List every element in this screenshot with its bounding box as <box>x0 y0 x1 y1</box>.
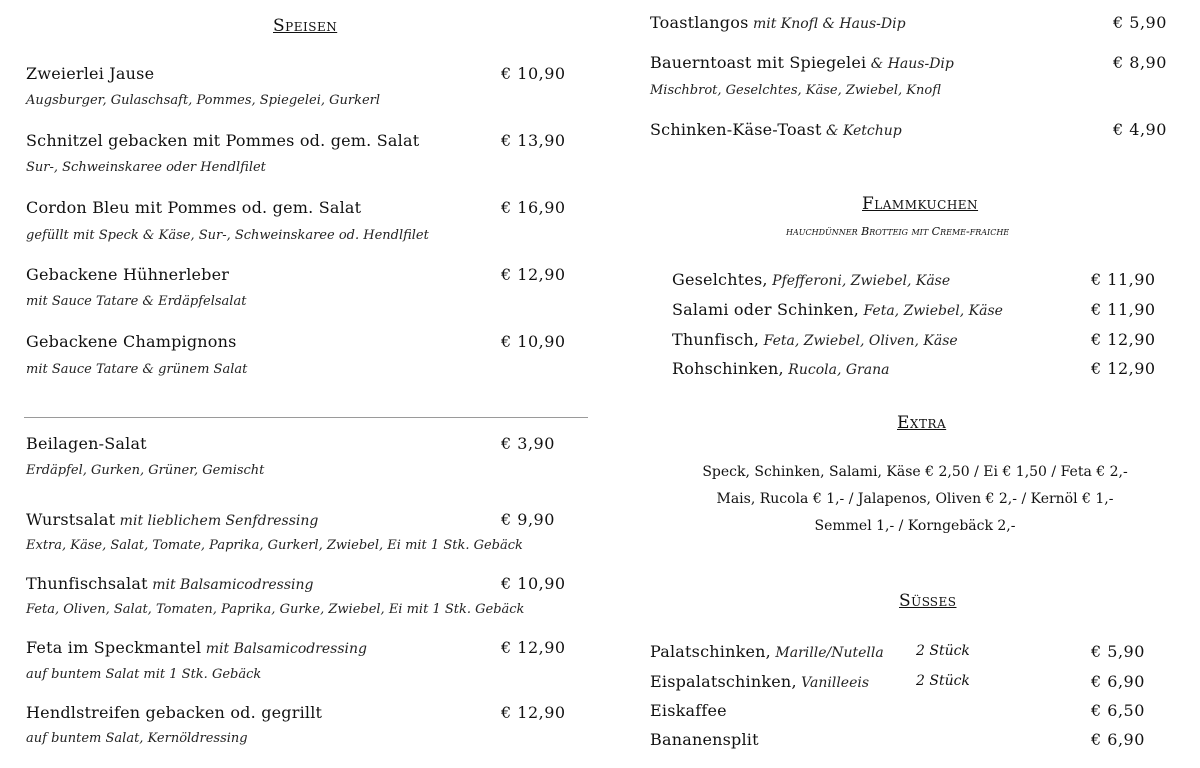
menu-item-price: € 12,90 <box>1091 330 1156 349</box>
menu-item-title: Feta im Speckmantel <box>26 638 202 657</box>
menu-item-name <box>26 434 147 453</box>
menu-item-name <box>26 703 322 722</box>
menu-item-name: Schnitzel gebacken mit Pommes od. gem. Salat <box>26 131 420 150</box>
menu-item-name <box>650 53 954 72</box>
menu-item-name: Zweierlei Jause <box>26 64 155 83</box>
menu-item-name <box>26 574 313 593</box>
menu-item-title: Eiskaffee <box>650 701 727 720</box>
menu-item-name <box>650 701 727 720</box>
menu-item-price: € 11,90 <box>1091 300 1156 319</box>
menu-item-title: Rohschinken, <box>672 359 784 378</box>
menu-item-desc: auf buntem Salat, Kernöldressing <box>26 731 248 746</box>
menu-item-qty: 2 Stück <box>916 673 970 689</box>
menu-item-name: Gebackene Champignons <box>26 332 237 351</box>
section-divider <box>24 417 588 418</box>
menu-item-name <box>650 120 902 139</box>
menu-item-extra: Marille/Nutella <box>770 645 884 661</box>
menu-item-desc: Sur-, Schweinskaree oder Hendlfilet <box>26 160 266 175</box>
menu-item-price: € 5,90 <box>1113 13 1167 32</box>
menu-item-desc: auf buntem Salat mit 1 Stk. Gebäck <box>26 667 262 682</box>
menu-item-title: Bauerntoast mit Spiegelei <box>650 53 867 72</box>
menu-item-extra: mit Balsamicodressing <box>147 577 314 593</box>
menu-item-title: Schinken-Käse-Toast <box>650 120 822 139</box>
menu-item-extra: mit Balsamicodressing <box>201 641 368 657</box>
menu-item-title: Thunfischsalat <box>26 574 148 593</box>
menu-item-price: € 6,90 <box>1091 672 1145 691</box>
menu-item-title: Eispalatschinken, <box>650 672 797 691</box>
speisen-heading: Speisen <box>273 16 338 36</box>
menu-item-price: € 12,90 <box>501 265 566 284</box>
menu-item-desc: Feta, Oliven, Salat, Tomaten, Paprika, Gurke, Zwiebel, Ei mit 1 Stk. Gebäck <box>26 602 525 617</box>
menu-item-desc: mit Sauce Tatare & grünem Salat <box>26 362 248 377</box>
menu-item-price: € 6,50 <box>1091 701 1145 720</box>
menu-item-desc: Mischbrot, Geselchtes, Käse, Zwiebel, Knofl <box>650 83 941 98</box>
menu-item-price: € 10,90 <box>501 332 566 351</box>
menu-item-title: Palatschinken, <box>650 642 771 661</box>
menu-item-price: € 8,90 <box>1113 53 1167 72</box>
menu-item-extra: Feta, Zwiebel, Oliven, Käse <box>759 333 958 349</box>
menu-item-title: Beilagen-Salat <box>26 434 147 453</box>
menu-item-name <box>672 330 958 349</box>
menu-item-name <box>26 638 367 657</box>
extra-line: Semmel 1,- / Korngebäck 2,- <box>814 518 1016 534</box>
menu-item-extra: Vanilleeis <box>796 675 870 691</box>
menu-item-title: Hendlstreifen gebacken od. gegrillt <box>26 703 323 722</box>
menu-item-title: Toastlangos <box>650 13 749 32</box>
menu-item-desc: Erdäpfel, Gurken, Grüner, Gemischt <box>26 463 265 478</box>
menu-item-title: Thunfisch, <box>672 330 760 349</box>
flammkuchen-subheading: hauchdünner Brotteig mit Creme-fraiche <box>786 225 1010 238</box>
menu-item-price: € 16,90 <box>501 198 566 217</box>
menu-item-title: Salami oder Schinken, <box>672 300 860 319</box>
menu-item-price: € 5,90 <box>1091 642 1145 661</box>
menu-item-price: € 12,90 <box>501 638 566 657</box>
menu-item-qty: 2 Stück <box>916 643 970 659</box>
menu-item-extra: & Haus-Dip <box>866 56 954 72</box>
menu-item-price: € 10,90 <box>501 64 566 83</box>
menu-item-price: € 3,90 <box>501 434 555 453</box>
menu-item-name: Cordon Bleu mit Pommes od. gem. Salat <box>26 198 362 217</box>
menu-item-price: € 9,90 <box>501 510 555 529</box>
extra-heading: Extra <box>897 413 947 433</box>
menu-item-extra: mit Knofl & Haus-Dip <box>748 16 906 32</box>
menu-item-extra: Feta, Zwiebel, Käse <box>859 303 1003 319</box>
menu-item-name <box>672 359 889 378</box>
extra-line: Speck, Schinken, Salami, Käse € 2,50 / Ei € 1,50 / Feta € 2,- <box>702 464 1128 480</box>
menu-item-name <box>672 300 1003 319</box>
suesses-heading: Süßes <box>899 591 957 611</box>
menu-item-price: € 6,90 <box>1091 730 1145 749</box>
flammkuchen-heading: Flammkuchen <box>862 194 979 214</box>
extra-line: Mais, Rucola € 1,- / Jalapenos, Oliven € 2,- / Kernöl € 1,- <box>716 491 1114 507</box>
menu-item-price: € 12,90 <box>501 703 566 722</box>
menu-item-name <box>650 730 759 749</box>
menu-item-desc: Extra, Käse, Salat, Tomate, Paprika, Gurkerl, Zwiebel, Ei mit 1 Stk. Gebäck <box>26 538 523 553</box>
menu-item-name <box>650 642 884 661</box>
menu-item-price: € 4,90 <box>1113 120 1167 139</box>
menu-item-extra: mit lieblichem Senfdressing <box>115 513 319 529</box>
menu-item-extra: & Ketchup <box>821 123 902 139</box>
menu-item-desc: mit Sauce Tatare & Erdäpfelsalat <box>26 294 247 309</box>
menu-item-price: € 10,90 <box>501 574 566 593</box>
menu-item-extra: Rucola, Grana <box>783 362 890 378</box>
menu-item-desc: gefüllt mit Speck & Käse, Sur-, Schweinskaree od. Hendlfilet <box>26 228 429 243</box>
menu-item-title: Geselchtes, <box>672 270 768 289</box>
menu-item-title: Wurstsalat <box>26 510 116 529</box>
menu-item-name <box>26 510 318 529</box>
menu-item-price: € 13,90 <box>501 131 566 150</box>
menu-item-name <box>650 13 906 32</box>
menu-item-price: € 12,90 <box>1091 359 1156 378</box>
menu-item-name: Gebackene Hühnerleber <box>26 265 230 284</box>
menu-item-name <box>672 270 950 289</box>
menu-item-price: € 11,90 <box>1091 270 1156 289</box>
menu-item-desc: Augsburger, Gulaschsaft, Pommes, Spiegelei, Gurkerl <box>26 93 381 108</box>
menu-item-title: Bananensplit <box>650 730 759 749</box>
menu-item-extra: Pfefferoni, Zwiebel, Käse <box>767 273 951 289</box>
menu-item-name <box>650 672 869 691</box>
